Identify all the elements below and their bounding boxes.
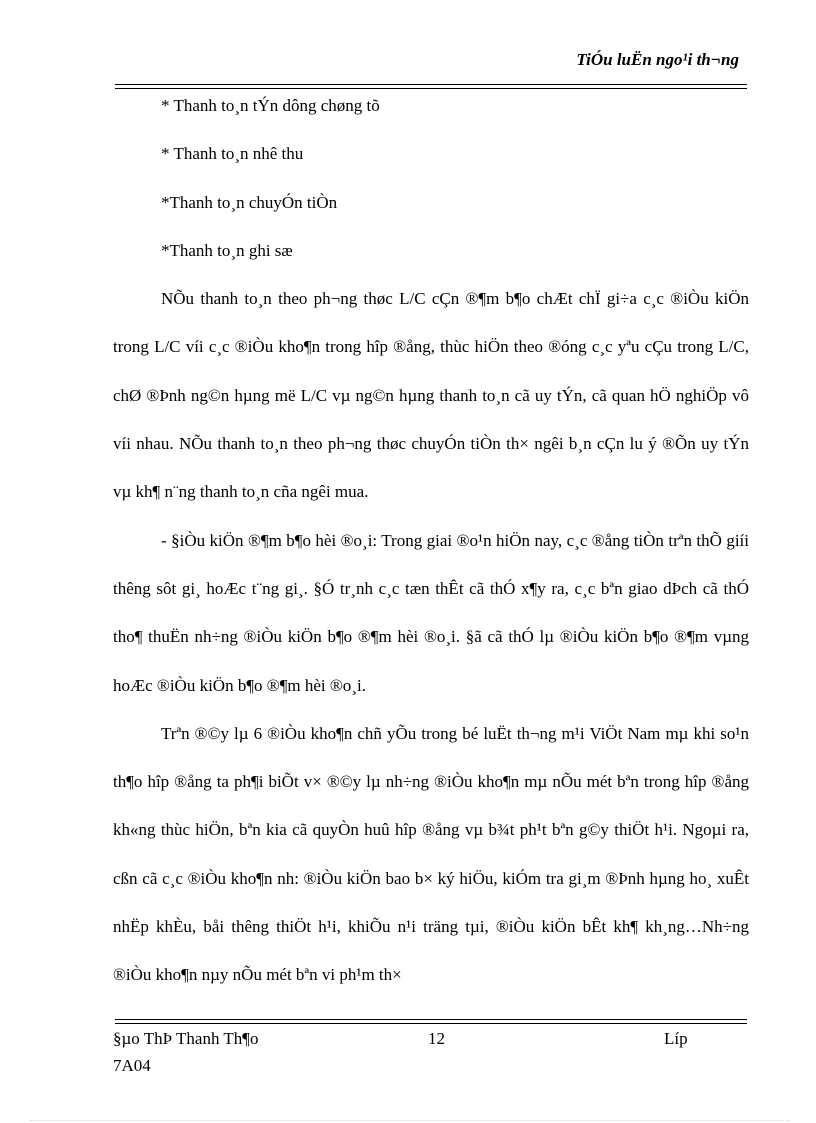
footer-rule-thick	[115, 1023, 747, 1024]
bullet-item: *Thanh to¸n ghi sæ	[161, 240, 293, 260]
document-body	[113, 82, 749, 1000]
footer-rule-thin	[115, 1019, 747, 1020]
body-paragraph: - §iÒu kiÖn ®¶m b¶o hèi ®o¸i: Trong giai ®o¹n hiÖn nay, c¸c ®ång tiÒn trªn thÕ giíi thêng sôt gi¸ hoÆc t¨ng gi¸. §Ó tr¸nh c¸c tæn thÊt cã thÓ x¶y ra, c¸c bªn giao dÞch cã thÓ tho¶ thuËn nh÷ng ®iÒu kiÖn b¶o ®¶m hèi ®o¸i. §ã cã thÓ lµ ®iÒu kiÖn b¶o ®¶m vµng hoÆc ®iÒu kiÖn b¶o ®¶m hèi ®o¸i.	[113, 530, 749, 695]
body-paragraph: NÕu thanh to¸n theo ph¬ng thøc L/C cÇn ®¶m b¶o chÆt chÏ gi÷a c¸c ®iÒu kiÖn trong L/C víi c¸c ®iÒu kho¶n trong hîp ®ång, thùc hiÖn theo ®óng c¸c yªu cÇu trong L/C, chØ ®Þnh ng©n hµng më L/C vµ ng©n hµng thanh to¸n cã uy tÝn, cã quan hÖ nghiÖp vô víi nhau. NÕu thanh to¸n theo ph¬ng thøc chuyÓn tiÒn th× ngêi b¸n cÇn lu ý ®Õn uy tÝn vµ kh¶ n¨ng thanh to¸n cña ngêi mua.	[113, 289, 749, 502]
bullet-item: * Thanh to¸n nhê thu	[161, 144, 304, 164]
page-bottom-edge	[30, 1120, 790, 1121]
bullet-item: *Thanh to¸n chuyÓn tiÒn	[161, 192, 338, 212]
bullet-item: * Thanh to¸n tÝn dông chøng tõ	[161, 96, 380, 115]
footer-class-code: 7A04	[113, 1056, 151, 1075]
footer-author	[113, 1025, 258, 1079]
body-paragraph: Trªn ®©y lµ 6 ®iÒu kho¶n chñ yÕu trong bé luËt th¬ng m¹i ViÖt Nam mµ khi so¹n th¶o hîp ®ång ta ph¶i biÕt v× ®©y lµ nh÷ng ®iÒu kho¶n mµ nÕu mét bªn trong hîp ®ång kh«ng thùc hiÖn, bªn kia cã quyÒn huû hîp ®ång vµ b¾t ph¹t bªn g©y thiÖt h¹i. Ngoµi ra, cßn cã c¸c ®iÒu kho¶n nh: ®iÒu kiÖn bao b× ký hiÖu, kiÓm tra gi¸m ®Þnh hµng ho¸ xuÊt nhËp khÈu, båi thêng thiÖt h¹i, khiÕu n¹i träng tµi, ®iÒu kiÖn bÊt kh¶ kh¸ng…Nh÷ng ®iÒu kho¶n nµy nÕu mét bªn vi ph¹m th×	[113, 723, 749, 985]
page-header-title: TiÓu luËn ngo¹i th¬ng	[576, 50, 739, 69]
footer-author-name: §µo ThÞ Thanh Th¶o	[113, 1029, 259, 1048]
footer-class-label: Líp	[664, 1029, 688, 1048]
footer-page-number: 12	[428, 1029, 445, 1048]
